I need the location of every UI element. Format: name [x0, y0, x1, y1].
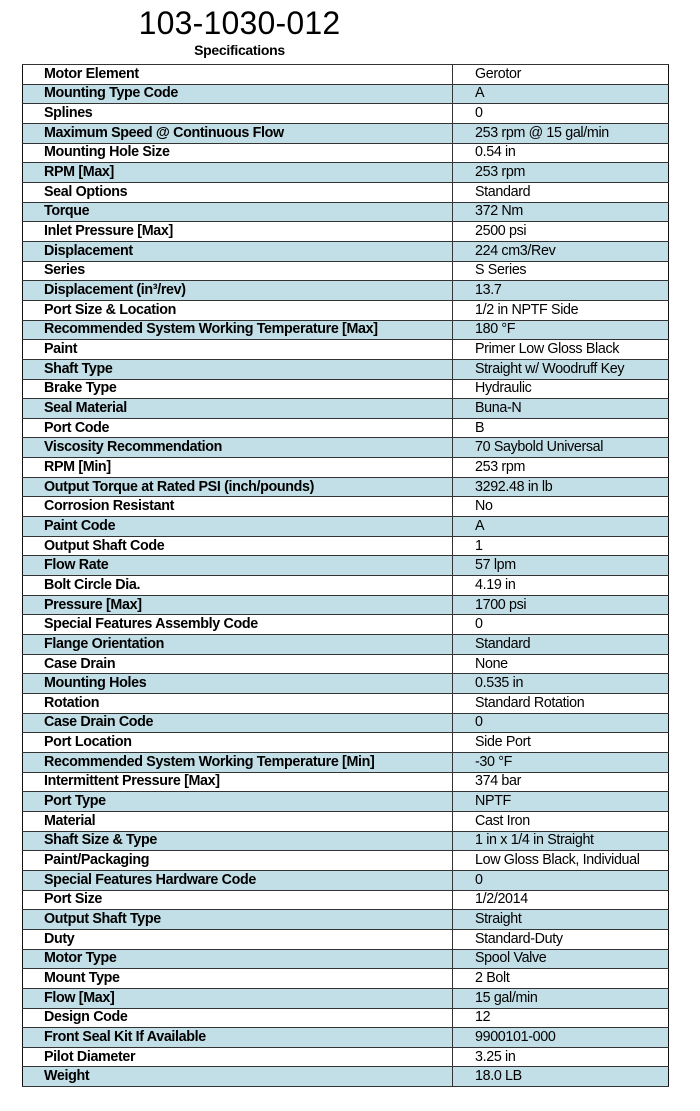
spec-row	[23, 595, 669, 615]
spec-value: Primer Low Gloss Black	[453, 340, 669, 360]
spec-value: 0	[453, 104, 669, 124]
spec-value: 0.535 in	[453, 674, 669, 694]
spec-value: 372 Nm	[453, 202, 669, 222]
spec-label: Motor Element	[23, 65, 453, 85]
spec-label: Design Code	[23, 1008, 453, 1028]
spec-value: None	[453, 654, 669, 674]
spec-row	[23, 84, 669, 104]
spec-label: Paint	[23, 340, 453, 360]
spec-row	[23, 202, 669, 222]
spec-value: 253 rpm	[453, 163, 669, 183]
spec-label: Viscosity Recommendation	[23, 438, 453, 458]
spec-value: Standard-Duty	[453, 929, 669, 949]
spec-value: Spool Valve	[453, 949, 669, 969]
spec-label: Case Drain	[23, 654, 453, 674]
spec-label: Mounting Hole Size	[23, 143, 453, 163]
spec-row	[23, 65, 669, 85]
spec-label: Flow Rate	[23, 556, 453, 576]
spec-value: 3.25 in	[453, 1047, 669, 1067]
spec-row	[23, 320, 669, 340]
spec-label: Flange Orientation	[23, 635, 453, 655]
spec-value: Straight w/ Woodruff Key	[453, 359, 669, 379]
spec-value: 4.19 in	[453, 576, 669, 596]
spec-label: Torque	[23, 202, 453, 222]
spec-value: 180 °F	[453, 320, 669, 340]
spec-value: A	[453, 517, 669, 537]
spec-value: 15 gal/min	[453, 988, 669, 1008]
spec-row	[23, 1047, 669, 1067]
spec-row	[23, 458, 669, 478]
spec-value: 57 lpm	[453, 556, 669, 576]
spec-value: Low Gloss Black, Individual	[453, 851, 669, 871]
spec-value: NPTF	[453, 792, 669, 812]
spec-row	[23, 615, 669, 635]
spec-label: Maximum Speed @ Continuous Flow	[23, 123, 453, 143]
specifications-table-body	[23, 65, 669, 1087]
spec-value: 1/2/2014	[453, 890, 669, 910]
spec-label: Flow [Max]	[23, 988, 453, 1008]
spec-label: Splines	[23, 104, 453, 124]
spec-label: Case Drain Code	[23, 713, 453, 733]
spec-value: Cast Iron	[453, 811, 669, 831]
spec-row	[23, 870, 669, 890]
spec-value: Buna-N	[453, 399, 669, 419]
spec-label: Special Features Hardware Code	[23, 870, 453, 890]
spec-value: 0	[453, 713, 669, 733]
spec-value: 2500 psi	[453, 222, 669, 242]
spec-value: Hydraulic	[453, 379, 669, 399]
spec-label: Output Shaft Code	[23, 536, 453, 556]
spec-row	[23, 929, 669, 949]
spec-row	[23, 261, 669, 281]
spec-value: 13.7	[453, 281, 669, 301]
spec-label: Displacement	[23, 241, 453, 261]
spec-label: Rotation	[23, 694, 453, 714]
spec-label: Material	[23, 811, 453, 831]
part-number-title: 103-1030-012	[138, 5, 341, 41]
spec-row	[23, 340, 669, 360]
spec-label: Port Type	[23, 792, 453, 812]
spec-row	[23, 497, 669, 517]
spec-value: 12	[453, 1008, 669, 1028]
spec-row	[23, 811, 669, 831]
spec-label: Special Features Assembly Code	[23, 615, 453, 635]
spec-value: No	[453, 497, 669, 517]
spec-row	[23, 1008, 669, 1028]
spec-label: Corrosion Resistant	[23, 497, 453, 517]
spec-row	[23, 300, 669, 320]
spec-row	[23, 694, 669, 714]
spec-label: Pressure [Max]	[23, 595, 453, 615]
spec-row	[23, 635, 669, 655]
spec-value: 224 cm3/Rev	[453, 241, 669, 261]
spec-label: Series	[23, 261, 453, 281]
spec-value: Standard Rotation	[453, 694, 669, 714]
spec-row	[23, 182, 669, 202]
spec-value: 1700 psi	[453, 595, 669, 615]
spec-label: RPM [Min]	[23, 458, 453, 478]
spec-label: Pilot Diameter	[23, 1047, 453, 1067]
spec-label: Port Size	[23, 890, 453, 910]
spec-label: Intermittent Pressure [Max]	[23, 772, 453, 792]
spec-label: Brake Type	[23, 379, 453, 399]
spec-row	[23, 772, 669, 792]
spec-row	[23, 123, 669, 143]
spec-label: Seal Options	[23, 182, 453, 202]
spec-row	[23, 654, 669, 674]
spec-label: Recommended System Working Temperature [Max]	[23, 320, 453, 340]
spec-label: Port Code	[23, 418, 453, 438]
spec-row	[23, 241, 669, 261]
spec-row	[23, 222, 669, 242]
spec-label: Shaft Type	[23, 359, 453, 379]
spec-value: B	[453, 418, 669, 438]
spec-row	[23, 379, 669, 399]
spec-row	[23, 281, 669, 301]
spec-value: 1	[453, 536, 669, 556]
spec-label: Shaft Size & Type	[23, 831, 453, 851]
spec-value: 1 in x 1/4 in Straight	[453, 831, 669, 851]
specifications-subtitle: Specifications	[194, 42, 285, 58]
spec-row	[23, 536, 669, 556]
spec-value: 9900101-000	[453, 1028, 669, 1048]
spec-label: Paint/Packaging	[23, 851, 453, 871]
spec-label: Mounting Holes	[23, 674, 453, 694]
spec-row	[23, 1028, 669, 1048]
spec-label: Output Shaft Type	[23, 910, 453, 930]
spec-value: 253 rpm	[453, 458, 669, 478]
spec-row	[23, 143, 669, 163]
spec-row	[23, 517, 669, 537]
spec-value: Gerotor	[453, 65, 669, 85]
spec-row	[23, 910, 669, 930]
spec-value: -30 °F	[453, 752, 669, 772]
spec-label: Front Seal Kit If Available	[23, 1028, 453, 1048]
spec-label: Recommended System Working Temperature [Min]	[23, 752, 453, 772]
spec-row	[23, 969, 669, 989]
spec-value: 1/2 in NPTF Side	[453, 300, 669, 320]
spec-row	[23, 988, 669, 1008]
spec-label: Output Torque at Rated PSI (inch/pounds)	[23, 477, 453, 497]
spec-value: 3292.48 in lb	[453, 477, 669, 497]
spec-row	[23, 792, 669, 812]
spec-row	[23, 104, 669, 124]
spec-row	[23, 851, 669, 871]
spec-value: 2 Bolt	[453, 969, 669, 989]
spec-value: S Series	[453, 261, 669, 281]
spec-value: Straight	[453, 910, 669, 930]
spec-label: Motor Type	[23, 949, 453, 969]
spec-row	[23, 733, 669, 753]
spec-row	[23, 556, 669, 576]
spec-label: RPM [Max]	[23, 163, 453, 183]
spec-row	[23, 674, 669, 694]
spec-row	[23, 831, 669, 851]
spec-value: 18.0 LB	[453, 1067, 669, 1087]
spec-value: 253 rpm @ 15 gal/min	[453, 123, 669, 143]
spec-value: Standard	[453, 182, 669, 202]
spec-label: Bolt Circle Dia.	[23, 576, 453, 596]
spec-label: Seal Material	[23, 399, 453, 419]
spec-label: Duty	[23, 929, 453, 949]
spec-row	[23, 713, 669, 733]
spec-label: Displacement (in³/rev)	[23, 281, 453, 301]
spec-row	[23, 418, 669, 438]
spec-label: Mounting Type Code	[23, 84, 453, 104]
spec-value: A	[453, 84, 669, 104]
spec-row	[23, 399, 669, 419]
spec-row	[23, 477, 669, 497]
spec-value: Standard	[453, 635, 669, 655]
spec-row	[23, 1067, 669, 1087]
spec-label: Weight	[23, 1067, 453, 1087]
spec-value: 374 bar	[453, 772, 669, 792]
spec-value: 0.54 in	[453, 143, 669, 163]
spec-row	[23, 163, 669, 183]
spec-row	[23, 359, 669, 379]
spec-row	[23, 890, 669, 910]
spec-value: Side Port	[453, 733, 669, 753]
spec-value: 0	[453, 615, 669, 635]
specifications-table	[22, 64, 669, 1087]
spec-value: 0	[453, 870, 669, 890]
spec-row	[23, 949, 669, 969]
spec-row	[23, 438, 669, 458]
spec-label: Port Size & Location	[23, 300, 453, 320]
spec-label: Paint Code	[23, 517, 453, 537]
spec-label: Inlet Pressure [Max]	[23, 222, 453, 242]
spec-row	[23, 576, 669, 596]
spec-row	[23, 752, 669, 772]
spec-value: 70 Saybold Universal	[453, 438, 669, 458]
spec-label: Port Location	[23, 733, 453, 753]
spec-label: Mount Type	[23, 969, 453, 989]
